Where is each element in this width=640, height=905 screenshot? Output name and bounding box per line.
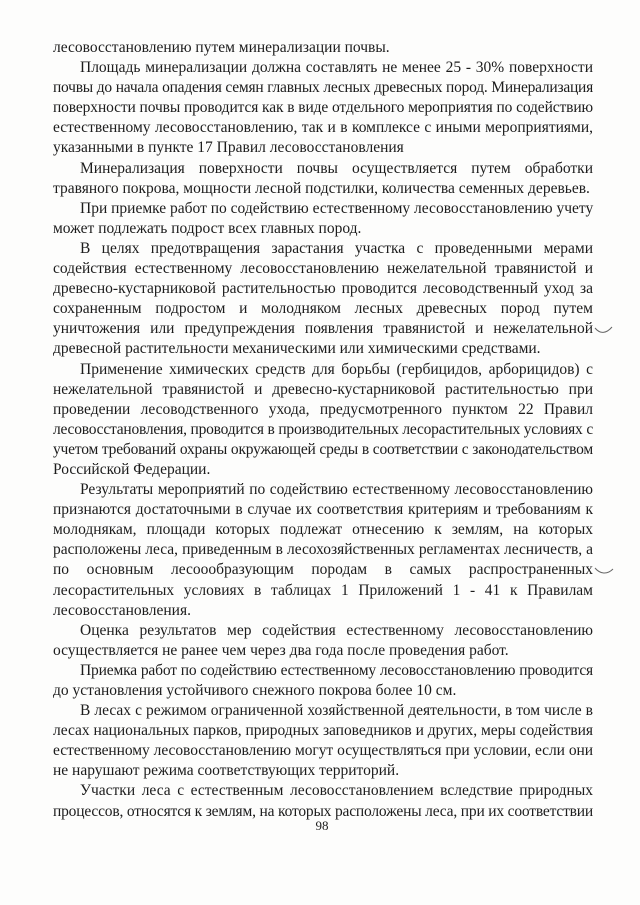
text-line: уничтожения или предупреждения появления травянистой и нежелательной <box>53 320 593 338</box>
text-line: лесовосстановлению путем минерализации почвы. <box>53 39 390 56</box>
text-line: по основным лесоообразующим породам в самых распространенных <box>53 561 593 579</box>
pencil-mark-icon <box>594 566 614 576</box>
text-line: лесовосстановления, проводится в производительных лесорастительных условиях с <box>53 420 593 438</box>
text-line: древесно-кустарниковой растительностью проводится лесоводственный уход за <box>53 280 593 298</box>
text-line: Площадь минерализации должна составлять не менее 25 - 30% поверхности <box>80 59 593 77</box>
text-line: При приемке работ по содействию естественному лесовосстановлению учету <box>80 199 594 217</box>
text-line: процессов, относятся к землям, на которых расположены леса, при их соответствии <box>53 802 593 820</box>
text-line: почвы до начала опадения семян главных лесных древесных пород. Минерализация <box>53 79 593 97</box>
text-line: признаются достаточными в случае их соответствия критериям и требованиям к <box>53 501 593 519</box>
text-line: указанными в пункте 17 Правил лесовосстановления <box>53 139 404 157</box>
paragraph <box>53 239 593 360</box>
paragraph <box>53 621 593 661</box>
paragraph <box>53 360 593 481</box>
text-line: расположены леса, приведенным в лесохозяйственных регламентах лесничеств, а <box>53 541 593 559</box>
text-line: Результаты мероприятий по содействию естественному лесовосстановлению <box>80 481 593 499</box>
text-line: древесной растительности механическими или химическими средствами. <box>53 340 541 358</box>
text-line: В целях предотвращения зарастания участка с проведенными мерами <box>80 239 593 257</box>
text-line: Приемка работ по содействию естественному лесовосстановлению проводится <box>80 661 593 679</box>
text-line: до установления устойчивого снежного покрова более 10 см. <box>53 682 457 699</box>
text-line: Участки леса с естественным лесовосстановлением вследствие природных <box>80 782 593 800</box>
text-line: нежелательной травянистой и древесно-кустарниковой растительностью при <box>53 380 593 398</box>
text-line: проведении лесоводственного ухода, предусмотренного пунктом 22 Правил <box>53 400 593 418</box>
text-line: сохраненным подростом и молодняком лесных древесных пород путем <box>53 300 593 318</box>
text-line: учетом требований охраны окружающей среды в соответствии с законодательством <box>53 440 593 458</box>
text-line: травяного покрова, мощности лесной подстилки, количества семенных деревьев. <box>53 179 590 197</box>
paragraph <box>53 781 593 821</box>
text-line: осуществляется не ранее чем через два года после проведения работ. <box>53 641 509 659</box>
text-line: естественному лесовосстановлению, так и в комплексе с иными мероприятиями, <box>53 119 593 137</box>
paragraph <box>53 480 593 621</box>
page-number: 98 <box>315 818 329 833</box>
text-line: молоднякам, площади которых подлежат отнесению к землям, на которых <box>53 521 593 539</box>
paragraph <box>53 159 593 199</box>
paragraph <box>53 701 593 781</box>
text-line: лесовосстановления. <box>53 601 191 619</box>
text-line: В лесах с режимом ограниченной хозяйственной деятельности, в том числе в <box>80 702 593 720</box>
text-line: естественному лесовосстановлению могут осуществляться при условии, если они <box>53 742 593 760</box>
text-line: лесах национальных парков, природных заповедников и других, меры содействия <box>53 722 593 740</box>
text-line: поверхности почвы проводится как в виде отдельного мероприятия по содействию <box>53 99 593 117</box>
text-line: Применение химических средств для борьбы (гербицидов, арборицидов) с <box>80 360 593 378</box>
text-line: не нарушают режима соответствующих территорий. <box>53 762 400 780</box>
text-line: Оценка результатов мер содействия естественному лесовосстановлению <box>80 621 593 639</box>
paragraph <box>53 199 593 239</box>
text-line: лесорастительных условиях в таблицах 1 Приложений 1 - 41 к Правилам <box>53 581 593 599</box>
paragraph <box>53 38 593 58</box>
paragraph <box>53 661 593 701</box>
text-line: может подлежать подрост всех главных пород. <box>53 219 362 237</box>
text-line: Российской Федерации. <box>53 460 211 478</box>
text-line: Минерализация поверхности почвы осуществляется путем обработки <box>80 159 593 177</box>
text-line: содействия естественному лесовосстановлению нежелательной травянистой и <box>53 260 593 278</box>
pencil-mark-icon <box>594 325 614 335</box>
body-text <box>53 38 593 822</box>
paragraph <box>53 58 593 158</box>
